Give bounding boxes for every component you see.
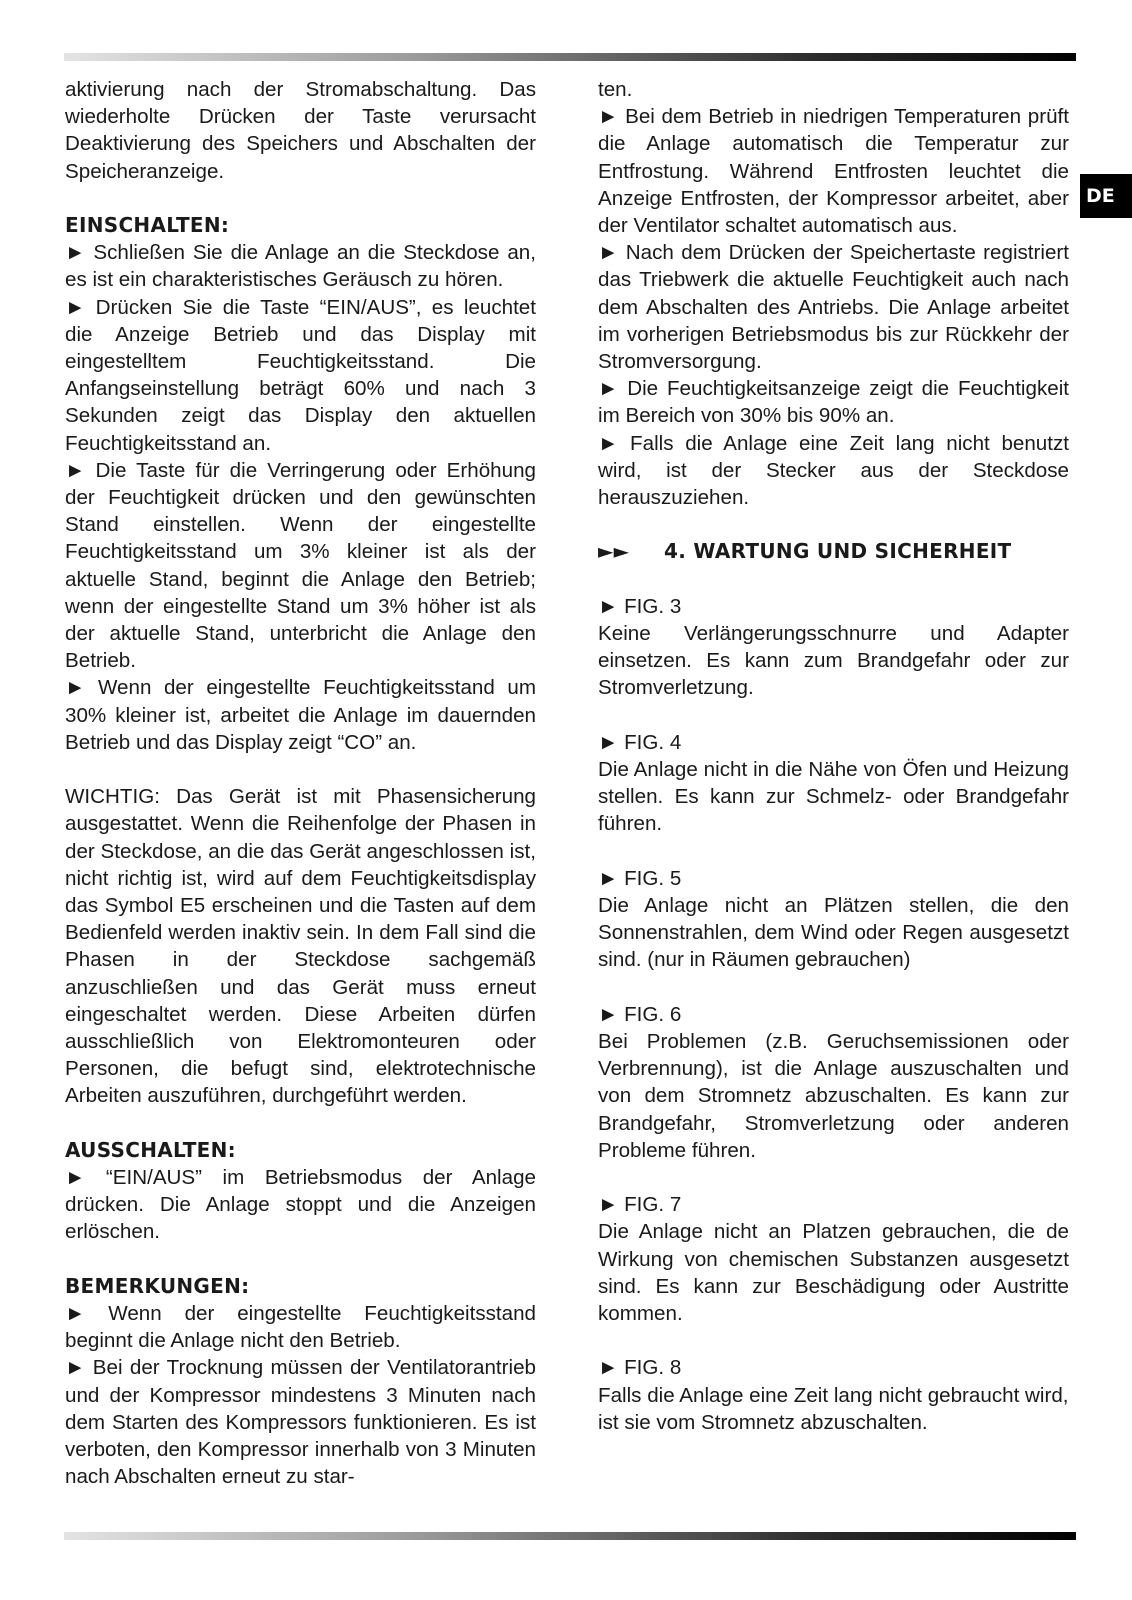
list-item: ► Bei dem Betrieb in niedrigen Temperaturen prüft die Anlage automatisch die Temperatur zur Entfrostung. Während Entfrosten leuchtet die Anzeige Entfrosten, der Kompressor arbeitet, aber der Ventilator schaltet automatisch aus.	[598, 105, 1069, 238]
list-item: ► Falls die Anlage eine Zeit lang nicht benutzt wird, ist der Stecker aus der Steckdose herauszuziehen.	[598, 431, 1069, 510]
heading-einschalten: EINSCHALTEN:	[65, 213, 230, 237]
list-item: ► Bei der Trocknung müssen der Ventilatorantrieb und der Kompressor mindestens 3 Minuten nach dem Starten des Kompressors funktionieren. Es ist verboten, den Kompressor innerhalb von 3 Minuten nach Abschalten erneut zu star-	[65, 1356, 536, 1489]
fig-text: Bei Problemen (z.B. Geruchsemissionen oder Verbrennung), ist die Anlage auszuschalten und von dem Stromnetz abzuschalten. Es kann zur Brandgefahr, Stromverletzung oder anderen Probleme führen.	[598, 1030, 1069, 1162]
fig-label: ► FIG. 8	[598, 1356, 682, 1380]
heading-bemerkungen: BEMERKUNGEN:	[65, 1273, 250, 1298]
fig-text: Falls die Anlage eine Zeit lang nicht gebraucht wird, ist sie vom Stromnetz abzuschalten.	[598, 1383, 1069, 1434]
section-title-text: 4. WARTUNG UND SICHERHEIT	[664, 539, 1012, 564]
wichtig-paragraph: WICHTIG: Das Gerät ist mit Phasensicherung ausgestattet. Wenn die Reihenfolge der Phasen in der Steckdose, an die das Gerät angeschlossen ist, nicht richtig ist, wird auf dem Feuchtigkeitsdisplay das Symbol E5 erscheinen und die Tasten auf dem Bedienfeld werden inaktiv sein. In dem Fall sind die Phasen in der Steckdose sachgemäß anzuschließen und das Gerät muss erneut eingeschaltet werden. Diese Arbeiten dürfen ausschließlich von Elektromonteuren oder Personen, die befugt sind, elektrotechnische Arbeiten auszuführen, durchgeführt werden.	[65, 785, 536, 1108]
heading-ausschalten: AUSSCHALTEN:	[65, 1137, 236, 1162]
section-title	[598, 538, 1069, 565]
fig-label: ► FIG. 5	[598, 866, 682, 890]
fig-text: Keine Verlängerungsschnurre und Adapter einsetzen. Es kann zum Brandgefahr oder zur Stromverletzung.	[598, 622, 1069, 700]
right-column	[598, 76, 1069, 1436]
continuation-text: ten.	[598, 78, 633, 101]
fig-text: Die Anlage nicht an Platzen gebrauchen, die de Wirkung von chemischen Substanzen ausgesetzt sind. Es kann zur Beschädigung oder Austritte kommen.	[598, 1220, 1069, 1326]
bottom-rule	[64, 1532, 1076, 1540]
double-arrow-icon: ►►	[598, 539, 630, 564]
list-item: ► Die Feuchtigkeitsanzeige zeigt die Feuchtigkeit im Bereich von 30% bis 90% an.	[598, 377, 1069, 428]
top-rule	[64, 53, 1076, 61]
fig-label: ► FIG. 7	[598, 1193, 682, 1217]
list-item: ► “EIN/AUS” im Betriebsmodus der Anlage drücken. Die Anlage stoppt und die Anzeigen erlöschen.	[65, 1166, 536, 1244]
fig-label: ► FIG. 4	[598, 730, 682, 754]
language-tab: DE	[1080, 174, 1132, 218]
intro-paragraph: aktivierung nach der Stromabschaltung. Das wiederholte Drücken der Taste verursacht Deaktivierung des Speichers und Abschalten der Speicheranzeige.	[65, 78, 536, 183]
fig-label: ► FIG. 3	[598, 594, 682, 618]
list-item: ► Drücken Sie die Taste “EIN/AUS”, es leuchtet die Anzeige Betrieb und das Display mit eingestelltem Feuchtigkeitsstand. Die Anfangseinstellung beträgt 60% und nach 3 Sekunden zeigt das Display den aktuellen Feuchtigkeitsstand an.	[65, 295, 536, 455]
list-item: ► Schließen Sie die Anlage an die Steckdose an, es ist ein charakteristisches Geräusch zu hören.	[65, 241, 536, 292]
list-item: ► Die Taste für die Verringerung oder Erhöhung der Feuchtigkeit drücken und den gewünschten Stand einstellen. Wenn der eingestellte Feuchtigkeitsstand um 3% kleiner ist als der aktuelle Stand, beginnt die Anlage den Betrieb; wenn der eingestellte Stand um 3% höher ist als der aktuelle Stand, unterbricht die Anlage den Betrieb.	[65, 458, 536, 673]
left-column	[65, 76, 536, 1491]
fig-label: ► FIG. 6	[598, 1002, 682, 1026]
fig-text: Die Anlage nicht in die Nähe von Öfen und Heizung stellen. Es kann zur Schmelz- oder Brandgefahr führen.	[598, 758, 1069, 836]
list-item: ► Nach dem Drücken der Speichertaste registriert das Triebwerk die aktuelle Feuchtigkeit auch nach dem Abschalten des Antriebs. Die Anlage arbeitet im vorherigen Betriebsmodus bis zur Rückkehr der Stromversorgung.	[598, 241, 1069, 374]
fig-text: Die Anlage nicht an Plätzen stellen, die den Sonnenstrahlen, dem Wind oder Regen ausgesetzt sind. (nur in Räumen gebrauchen)	[598, 894, 1069, 972]
list-item: ► Wenn der eingestellte Feuchtigkeitsstand um 30% kleiner ist, arbeitet die Anlage im dauernden Betrieb und das Display zeigt “CO” an.	[65, 676, 536, 754]
list-item: ► Wenn der eingestellte Feuchtigkeitsstand beginnt die Anlage nicht den Betrieb.	[65, 1302, 536, 1353]
